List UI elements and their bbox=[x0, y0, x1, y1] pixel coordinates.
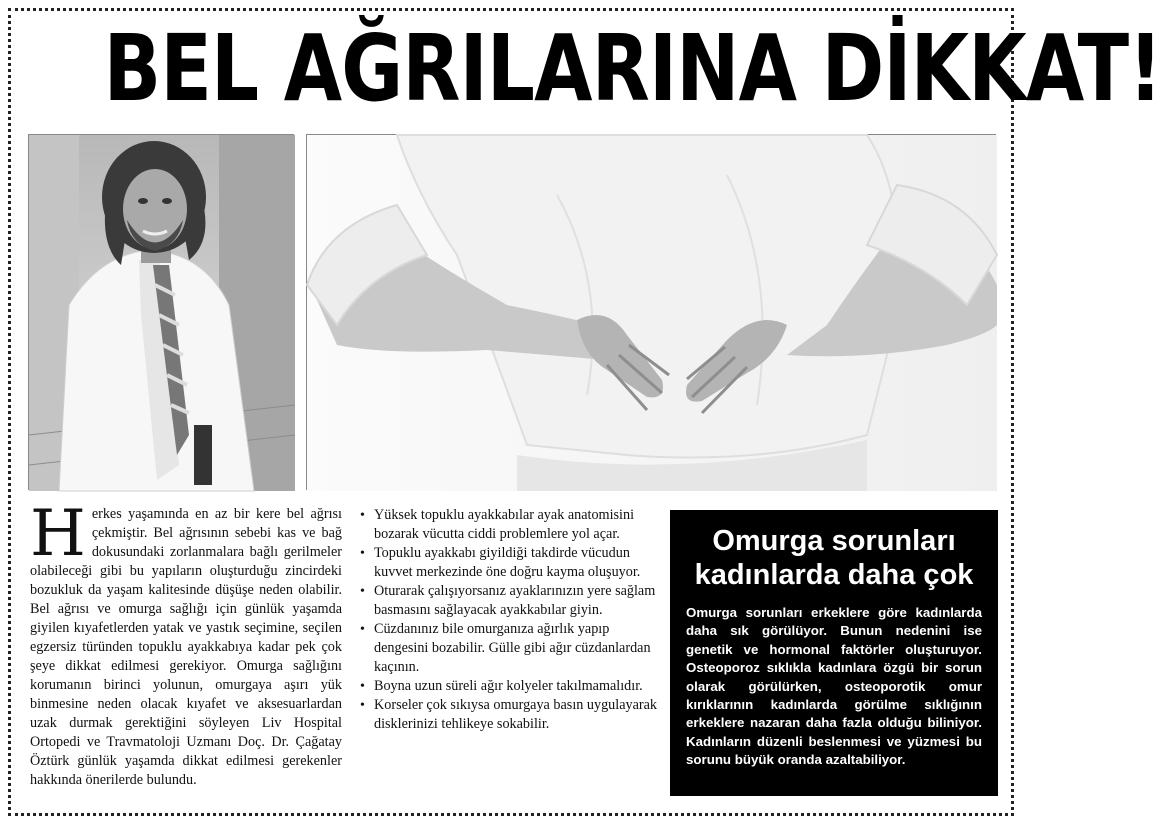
tip-item: • Boyna uzun süreli ağır kolyeler takılmamalıdır. bbox=[358, 677, 658, 696]
back-pain-photo bbox=[306, 134, 996, 490]
article-intro bbox=[30, 497, 342, 790]
sidebar-box bbox=[670, 510, 998, 796]
drop-cap: H bbox=[30, 497, 86, 571]
headline: BEL AĞRILARINA DİKKAT! bbox=[103, 15, 1162, 122]
tip-item: • Oturarak çalışıyorsanız ayaklarınızın yere sağlam basmasını sağlayacak ayakkabılar giyin. bbox=[358, 582, 658, 620]
tips-list bbox=[358, 506, 658, 734]
tip-item: • Korseler çok sıkıysa omurgaya basın uygulayarak disklerinizi tehlikeye sokabilir. bbox=[358, 696, 658, 734]
tip-item: • Yüksek topuklu ayakkabılar ayak anatomisini bozarak vücutta ciddi problemlere yol açar. bbox=[358, 506, 658, 544]
tip-item: • Topuklu ayakkabı giyildiği takdirde vücudun kuvvet merkezinde öne doğru kayma oluşuyor. bbox=[358, 544, 658, 582]
sidebar-body: Omurga sorunları erkeklere göre kadınlarda daha sık görülüyor. Bunun nedenini ise genetik ve hormonal faktörler oluşturuyor. Osteoporoz sıklıkla kadınlara özgü bir sorun olarak görülürken, osteoporotik omur kırıklarının kadınlarda görülme sıklığının erkeklere nazaran daha fazla olduğu biliniyor. Kadınların düzenli beslenmesi ve yüzmesi bu sorunu büyük oranda azaltabiliyor. bbox=[686, 605, 982, 768]
doctor-photo bbox=[28, 134, 294, 490]
woman-back-image bbox=[307, 135, 997, 491]
doctor-portrait-image bbox=[29, 135, 295, 491]
tip-item: • Cüzdanınız bile omurganıza ağırlık yapıp dengesini bozabilir. Gülle gibi ağır cüzdanlardan kaçının. bbox=[358, 620, 658, 677]
article-intro-text: erkes yaşamında en az bir kere bel ağrısı çekmiştir. Bel ağrısının sebebi kas ve bağ dokusundaki zorlanmalara bağlı gerilmeler olabileceği gibi bu yapıların oluşturduğu zincirdeki bozukluk da yaşam kalitesinde düşüşe neden olabilir. Bel ağrısı ve omurga sağlığı için günlük yaşamda giyilen kıyafetlerden yatak ve yastık seçimine, seçilen egzersiz türünden topuklu ayakkabıya kadar pek çok şeye dikkat edilmesi gerekiyor. Omurga sağlığını korumanın birinci yolunun, omurgaya aşırı yük binmesine neden olacak kıyafet ve aksesuarlardan uzak durmak gerektiğini söyleyen Liv Hospital Ortopedi ve Travmatoloji Uzmanı Doç. Dr. Çağatay Öztürk günlük yaşamda dikkat edilmesi gerekenler hakkında önerilerde bulundu. bbox=[30, 506, 342, 788]
sidebar-title: Omurga sorunları kadınlarda daha çok bbox=[694, 525, 974, 591]
